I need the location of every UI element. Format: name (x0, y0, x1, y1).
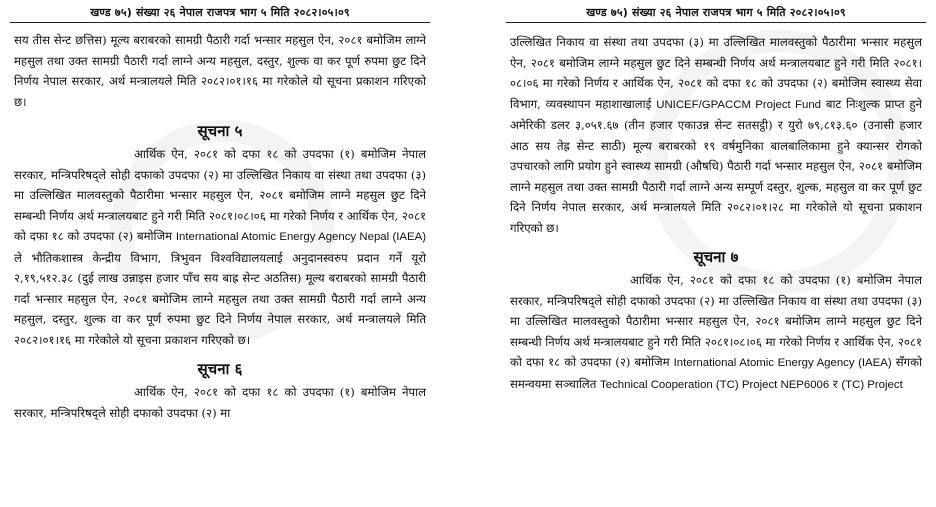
tc-project-name-2: (TC) Project (841, 378, 903, 391)
iaea-name: International Atomic Energy Agency (IAEA) (673, 357, 892, 369)
notice-7-text-a: आर्थिक ऐन, २०८१ को दफा १८ को उपदफा (१) बमोजिम नेपाल सरकार, मन्त्रिपरिषद्ले सोही दफाको उपदफा (२) मा उल्लिखित निकाय वा संस्था तथा उपदफा (३) मा उल्लिखित मालवस्तुको पैठारीमा भन्सार महसुल ऐन, २०८१ बमोजिम लाग्ने महसुल छुट दिने सम्बन्धी निर्णय अर्थ मन्त्रालयबाट हुने गरी मिति २०८१।०८।०६ मा गरेको निर्णय र आर्थिक ऐन, २०८१ को दफा १८ को उपदफा (२) बमोजिम (510, 273, 922, 369)
tc-project-name: Technical Cooperation (TC) Project NEP6006 (600, 378, 830, 391)
iaea-name: International Atomic Energy Agency Nepal (IAEA) (175, 231, 426, 243)
notice-7-body (510, 270, 922, 395)
notice-6-heading: सूचना ६ (197, 360, 243, 378)
notice-6-body: आर्थिक ऐन, २०८१ को दफा १८ को उपदफा (१) बमोजिम नेपाल सरकार, मन्त्रिपरिषद्ले सोही दफाको उपदफा (२) मा (14, 385, 426, 420)
left-gazette-page (0, 0, 440, 507)
page-body (14, 30, 426, 423)
notice-5-text-a: आर्थिक ऐन, २०८१ को दफा १८ को उपदफा (१) बमोजिम नेपाल सरकार, मन्त्रिपरिषद्ले सोही दफाको उपदफा (२) मा उल्लिखित निकाय वा संस्था तथा उपदफा (३) मा उल्लिखित मालवस्तुको पैठारीमा भन्सार महसुल ऐन, २०८१ बमोजिम लाग्ने महसुल छुट दिने सम्बन्धी निर्णय अर्थ मन्त्रालयबाट हुने गरी मिति २०८१।०८।०६ मा गरेको निर्णय र आर्थिक ऐन, २०८१ को दफा १८ को उपदफा (२) बमोजिम (14, 147, 426, 243)
notice-5-text-b: ले भौतिकशास्त्र केन्द्रीय विभाग, त्रिभुवन विश्वविद्यालयलाई अनुदानस्वरुप प्रदान गर्ने यूरो २,१९,५१२.३८ (दुई लाख उन्नाइस हजार पाँच सय बाह्र सेन्ट अठतिस) मूल्य बराबरको सामग्री पैठारी गर्दा भन्सार महसुल ऐन, २०८१ बमोजिम लाग्ने महसुल तथा उक्त सामग्री पैठारी गर्दा लाग्ने अन्य महसुल, दस्तुर, शुल्क वा कर पूर्ण रुपमा छुट दिने निर्णय नेपाल सरकार, अर्थ मन्त्रालयले मिति २०८२।०१।१६ मा गरेकोले यो सूचना प्रकाशन गरिएको छ। (14, 250, 426, 347)
page-body (510, 32, 922, 395)
notice-6-text-b: बाट निःशुल्क प्राप्त हुने अमेरिकी डलर ३,०५१.६७ (तीन हजार एकाउन्न सेन्ट सतसट्ठी) र युरो ७९,८१३.६० (उनासी हजार आठ सय तेह्र सेन्ट साठी) मूल्य बराबरको १९ वर्षमुनिका बालबालिकामा हुने क्यान्सर रोगको उपचारको लागि प्रयोग हुने स्वास्थ्य सामग्री (औषधि) पैठारी गर्दा भन्सार महसुल ऐन, २०८१ बमोजिम लाग्ने महसुल तथा उक्त सामग्री पैठारी गर्दा लाग्ने अन्य सम्पूर्ण दस्तुर, शुल्क, महसुल वा कर पूर्ण छुट दिने निर्णय नेपाल सरकार, अर्थ मन्त्रालयले मिति २०८२।०१।२८ मा गरेकोले यो सूचना प्रकाशन गरिएको छ। (510, 96, 922, 235)
notice-4-continuation: सय तीस सेन्ट छत्तिस) मूल्य बराबरको सामग्री पैठारी गर्दा भन्सार महसुल ऐन, २०८१ बमोजिम लाग्ने महसुल तथा उक्त सामग्री पैठारी गर्दा लाग्ने अन्य महसुल, दस्तुर, शुल्क वा कर पूर्ण रुपमा छुट दिने निर्णय नेपाल सरकार, अर्थ मन्त्रालयले मिति २०८२।०१।१६ मा गरेकोले यो सूचना प्रकाशन गरिएको छ। (14, 33, 426, 109)
right-gazette-page (496, 0, 936, 507)
notice-5-body (14, 144, 426, 350)
page-header: खण्ड ७५) संख्या २६ नेपाल राजपत्र भाग ५ मिति २०८२।०५।०९ (506, 4, 926, 23)
notice-7-text-b: सँगको समन्वयमा सञ्चालित (510, 355, 922, 391)
notice-7-heading: सूचना ७ (693, 248, 739, 266)
notice-5-heading: सूचना ५ (197, 122, 243, 140)
unicef-fund-name: UNICEF/GPACCM Project Fund (656, 98, 821, 111)
notice-7-text-c: र (832, 376, 838, 391)
notice-6-text-a: उल्लिखित निकाय वा संस्था तथा उपदफा (३) मा उल्लिखित मालवस्तुको पैठारीमा भन्सार महसुल ऐन, २०८१ बमोजिम लाग्ने महसुल छुट दिने सम्बन्धी निर्णय अर्थ मन्त्रालयबाट हुने गरी मिति २०८१।०८।०६ मा गरेको निर्णय र आर्थिक ऐन, २०८१ को दफा १८ को उपदफा (२) बमोजिम स्वास्थ्य सेवा विभाग, व्यवस्थापन महाशाखालाई (510, 35, 922, 111)
page-gutter (440, 0, 496, 507)
notice-6-continuation (510, 32, 922, 238)
page-header: खण्ड ७५) संख्या २६ नेपाल राजपत्र भाग ५ मिति २०८२।०५।०९ (10, 4, 430, 23)
